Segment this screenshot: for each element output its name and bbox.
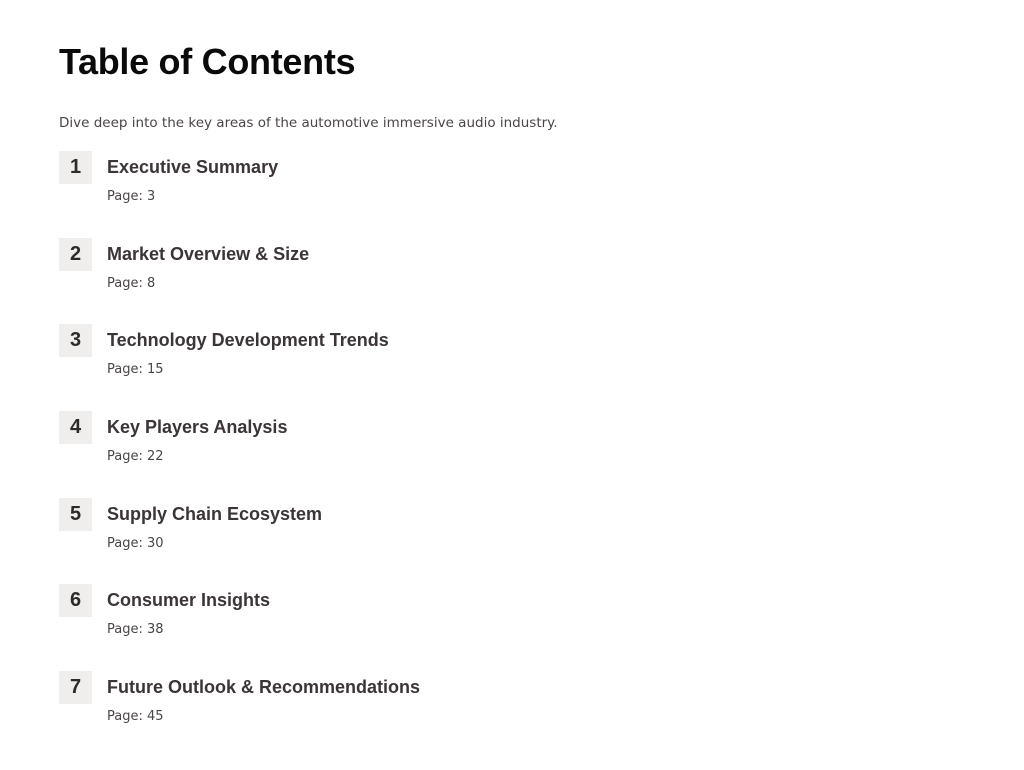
toc-item-number: 6 xyxy=(59,584,92,617)
toc-item[interactable] xyxy=(59,671,759,758)
toc-item-number: 1 xyxy=(59,151,92,184)
toc-item[interactable] xyxy=(59,151,759,238)
toc-item-page: Page: 3 xyxy=(107,189,156,204)
toc-item-page: Page: 8 xyxy=(107,275,156,291)
toc-item[interactable] xyxy=(59,584,759,671)
toc-item-page: Page: 30 xyxy=(107,535,164,551)
toc-item-page: Page: 45 xyxy=(107,709,164,725)
toc-item-title[interactable]: Consumer Insights xyxy=(107,590,271,611)
toc-item-title[interactable]: Supply Chain Ecosystem xyxy=(107,503,323,524)
toc-item-title[interactable]: Market Overview & Size xyxy=(107,243,310,264)
toc-item-page: Page: 15 xyxy=(107,362,164,378)
toc-item-title[interactable]: Technology Development Trends xyxy=(107,330,389,351)
toc-item-page: Page: 38 xyxy=(107,622,164,638)
toc-item[interactable] xyxy=(59,498,759,585)
toc-item[interactable] xyxy=(59,238,759,325)
page-title: Table of Contents xyxy=(59,41,356,82)
toc-item[interactable] xyxy=(59,411,759,498)
toc-item-title[interactable]: Key Players Analysis xyxy=(107,417,288,438)
toc-list xyxy=(59,151,759,758)
toc-item-number: 3 xyxy=(59,324,92,357)
toc-item-number: 5 xyxy=(59,498,92,531)
toc-item[interactable] xyxy=(59,324,759,411)
toc-item-page: Page: 22 xyxy=(107,449,164,465)
toc-item-title[interactable]: Future Outlook & Recommendations xyxy=(107,677,421,698)
toc-item-title[interactable]: Executive Summary xyxy=(107,157,279,177)
page-subtitle: Dive deep into the key areas of the automotive immersive audio industry. xyxy=(59,115,558,131)
toc-item-number: 2 xyxy=(59,238,92,271)
toc-item-number: 4 xyxy=(59,411,92,444)
toc-item-number: 7 xyxy=(59,671,92,704)
